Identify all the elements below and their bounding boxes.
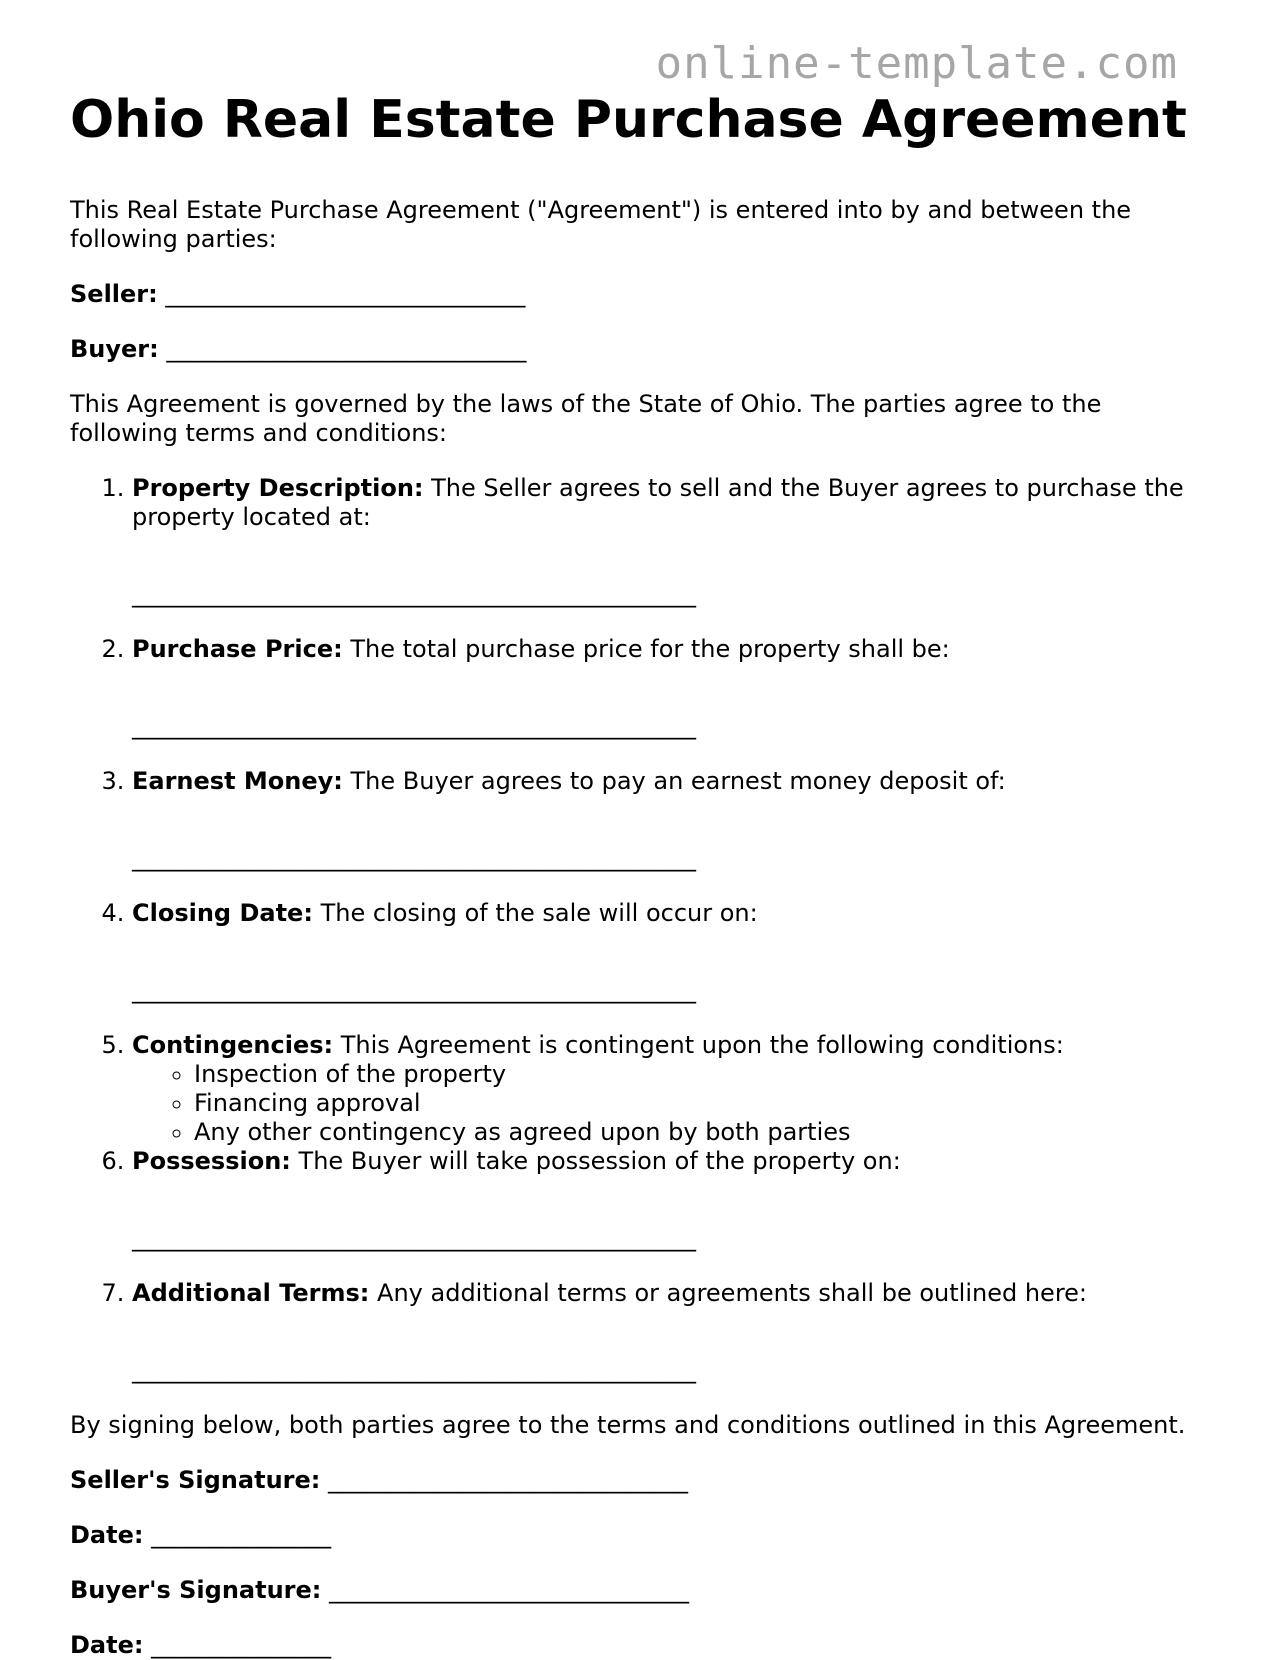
term-label: Possession: [132, 1147, 291, 1175]
seller-blank[interactable]: ______________________________ [165, 280, 526, 308]
term-additional-terms [132, 1279, 1200, 1385]
term-text: The closing of the sale will occur on: [312, 899, 758, 927]
term-purchase-price [132, 635, 1200, 741]
buyer-signature-line [70, 1576, 1200, 1605]
page-title: Ohio Real Estate Purchase Agreement [70, 90, 1187, 150]
buyer-label: Buyer: [70, 335, 159, 363]
buyer-date-label: Date: [70, 1631, 144, 1659]
purchase-price-blank[interactable]: _______________________________________________ [132, 712, 696, 740]
term-text: Any additional terms or agreements shall be outlined here: [369, 1279, 1088, 1307]
seller-signature-line [70, 1466, 1200, 1495]
term-contingencies [132, 1031, 1200, 1147]
closing-paragraph: By signing below, both parties agree to the terms and conditions outlined in this Agreement. [70, 1411, 1186, 1439]
term-label: Purchase Price: [132, 635, 343, 663]
document-page [70, 84, 1200, 1660]
closing-date-blank[interactable]: _______________________________________________ [132, 976, 696, 1004]
term-text: The Buyer agrees to pay an earnest money deposit of: [342, 767, 1006, 795]
term-label: Property Description: [132, 474, 424, 502]
buyer-signature-label: Buyer's Signature: [70, 1576, 322, 1604]
term-earnest-money [132, 767, 1200, 873]
condition-item: ◦ Financing approval [194, 1089, 1200, 1118]
watermark: online-template.com [655, 38, 1178, 89]
seller-signature-label: Seller's Signature: [70, 1466, 321, 1494]
buyer-signature-blank[interactable]: ______________________________ [329, 1576, 690, 1604]
governed-paragraph: This Agreement is governed by the laws of the State of Ohio. The parties agree to the following terms and conditions: [70, 390, 1102, 447]
term-label: Additional Terms: [132, 1279, 370, 1307]
intro-paragraph: This Real Estate Purchase Agreement ("Agreement") is entered into by and between the following parties: [70, 196, 1132, 253]
buyer-blank[interactable]: ______________________________ [166, 335, 527, 363]
property-address-blank[interactable]: _______________________________________________ [132, 580, 696, 608]
possession-date-blank[interactable]: _______________________________________________ [132, 1224, 696, 1252]
conditions-list [132, 1060, 1200, 1147]
term-text: This Agreement is contingent upon the following conditions: [333, 1031, 1064, 1059]
buyer-date-line [70, 1631, 1200, 1660]
term-text: The Buyer will take possession of the property on: [290, 1147, 901, 1175]
seller-signature-blank[interactable]: ______________________________ [328, 1466, 688, 1494]
seller-label: Seller: [70, 280, 158, 308]
seller-date-line [70, 1521, 1200, 1550]
term-text: The total purchase price for the property shall be: [342, 635, 950, 663]
additional-terms-blank[interactable]: _______________________________________________ [132, 1356, 696, 1384]
term-label: Earnest Money: [132, 767, 343, 795]
buyer-date-blank[interactable]: _______________ [151, 1631, 332, 1659]
seller-date-blank[interactable]: _______________ [151, 1521, 332, 1549]
term-text: The Seller agrees to sell and the Buyer agrees to purchase the property located at: [132, 474, 1184, 531]
terms-list [70, 474, 1200, 1385]
seller-date-label: Date: [70, 1521, 144, 1549]
term-closing-date [132, 899, 1200, 1005]
buyer-line [70, 335, 1200, 364]
condition-item: ◦ Any other contingency as agreed upon by both parties [194, 1118, 1200, 1147]
earnest-money-blank[interactable]: _______________________________________________ [132, 844, 696, 872]
term-label: Contingencies: [132, 1031, 334, 1059]
condition-item: ◦ Inspection of the property [194, 1060, 1200, 1089]
term-possession [132, 1147, 1200, 1253]
seller-line [70, 280, 1200, 309]
term-label: Closing Date: [132, 899, 313, 927]
term-property-description [132, 474, 1200, 609]
